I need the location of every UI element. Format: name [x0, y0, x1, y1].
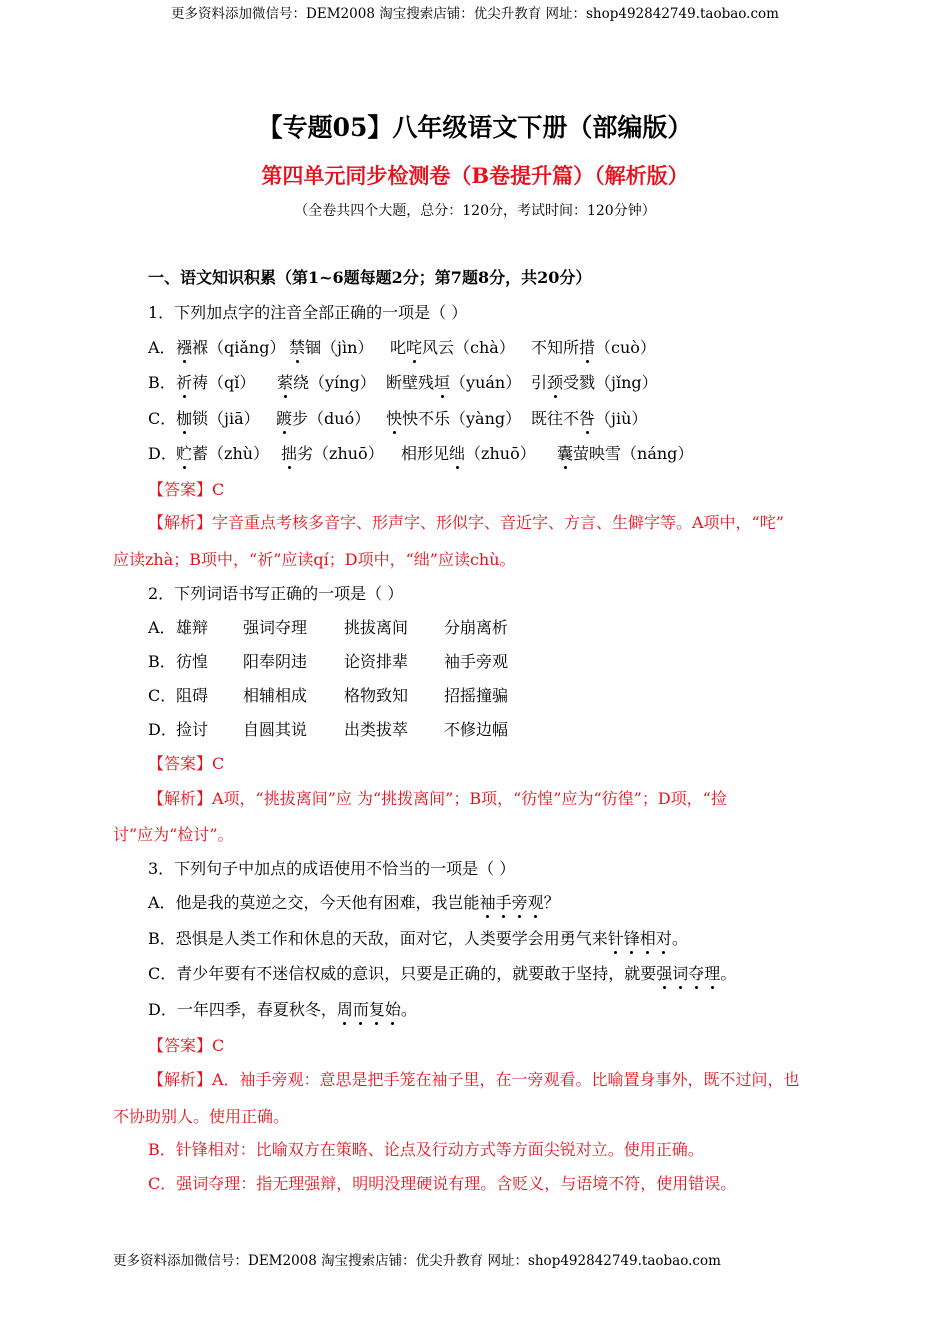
question-1-stem: 1．下列加点字的注音全部正确的一项是（ ） — [148, 303, 468, 322]
q3-analysis-line: B．针锋相对：比喻双方在策略、论点及行动方式等方面尖锐对立。使用正确。 — [148, 1140, 704, 1159]
option-item: 襁褓（qiǎng） — [176, 335, 285, 358]
q3-option-b: B．恐惧是人类工作和休息的天敌，面对它，人类要学会用勇气来针锋相对。 — [148, 926, 688, 949]
question-2-stem: 2．下列词语书写正确的一项是（ ） — [148, 584, 404, 603]
option-item: 禁锢（jìn） — [289, 335, 373, 358]
option-item: 踱步（duó） — [276, 406, 370, 429]
document-title: 【专题05】八年级语文下册（部编版） — [257, 113, 693, 142]
option-item: 贮蓄（zhù） — [176, 441, 269, 464]
option-word: 挑拔离间 — [344, 618, 409, 637]
option-label: C． — [148, 409, 177, 428]
q1-analysis-line: 【解析】字音重点考核多音字、形声字、形似字、音近字、方言、生僻字等。A项中，“咤” — [148, 513, 784, 532]
option-label: D． — [148, 720, 177, 739]
option-word: 不修边幅 — [444, 720, 509, 739]
document-subtitle: 第四单元同步检测卷（B卷提升篇）（解析版） — [261, 163, 689, 188]
exam-note: （全卷共四个大题，总分：120分，考试时间：120分钟） — [294, 203, 656, 219]
option-item: 不知所措（cuò） — [531, 335, 656, 358]
q3-option-a: A．他是我的莫逆之交，今天他有困难，我岂能袖手旁观？ — [148, 890, 560, 913]
q3-option-c: C．青少年要有不迷信权威的意识，只要是正确的，就要敢于坚持，就要强词夺理。 — [148, 961, 736, 984]
option-item: 叱咤风云（chà） — [390, 335, 515, 358]
option-word: 彷惶 — [176, 652, 209, 671]
option-item: 囊萤映雪（náng） — [557, 441, 693, 464]
option-item: 相形见绌（zhuō） — [401, 441, 536, 464]
option-item: 祈祷（qǐ） — [176, 370, 255, 393]
section-heading: 一、语文知识积累（第1~6题每题2分；第7题8分，共20分） — [148, 268, 592, 287]
option-label: B． — [148, 652, 176, 671]
option-word: 出类拔萃 — [344, 720, 409, 739]
q1-answer: 【答案】C — [148, 480, 225, 499]
page-header: 更多资料添加微信号：DEM2008 淘宝搜索店铺：优尖升教育 网址：shop492842749.taobao.com — [171, 6, 779, 22]
q3-analysis-line: 不协助别人。使用正确。 — [113, 1107, 290, 1126]
q3-analysis-line: C．强词夺理：指无理强辩，明明没理硬说有理。含贬义，与语境不符，使用错误。 — [148, 1174, 737, 1193]
page-footer: 更多资料添加微信号：DEM2008 淘宝搜索店铺：优尖升教育 网址：shop492842749.taobao.com — [113, 1253, 721, 1269]
q1-analysis-line: 应读zhà；B项中，“祈”应读qí；D项中，“绌”应读chù。 — [113, 550, 516, 569]
q2-analysis-line: 讨”应为“检讨”。 — [113, 825, 234, 844]
option-word: 强词夺理 — [243, 618, 308, 637]
option-item: 怏怏不乐（yàng） — [386, 406, 521, 429]
option-word: 招摇撞骗 — [444, 686, 509, 705]
option-word: 格物致知 — [344, 686, 409, 705]
option-word: 分崩离析 — [444, 618, 509, 637]
option-word: 雄辩 — [176, 618, 209, 637]
option-item: 断壁残垣（yuán） — [386, 370, 521, 393]
option-item: 枷锁（jiā） — [176, 406, 260, 429]
option-item: 拙劣（zhuō） — [281, 441, 384, 464]
q3-answer: 【答案】C — [148, 1036, 225, 1055]
option-label: B． — [148, 373, 176, 392]
option-label: D． — [148, 444, 177, 463]
option-item: 引颈受戮（jǐng） — [531, 370, 658, 393]
question-3-stem: 3．下列句子中加点的成语使用不恰当的一项是（ ） — [148, 859, 516, 878]
option-word: 袖手旁观 — [444, 652, 509, 671]
option-item: 既往不咎（jiù） — [531, 406, 647, 429]
q3-analysis-line: 【解析】A．袖手旁观：意思是把手笼在袖子里，在一旁观看。比喻置身事外，既不过问，也 — [148, 1070, 800, 1089]
option-label: A． — [148, 618, 176, 637]
option-word: 捡讨 — [176, 720, 209, 739]
option-label: C． — [148, 686, 177, 705]
q2-analysis-line: 【解析】A项，“挑拔离间”应 为“挑拨离间”；B项，“彷惶”应为“彷徨”；D项，“捡 — [148, 789, 727, 808]
option-word: 相辅相成 — [243, 686, 308, 705]
q3-option-d: D．一年四季，春夏秋冬，周而复始。 — [148, 997, 417, 1020]
option-word: 论资排辈 — [344, 652, 409, 671]
option-item: 萦绕（yíng） — [277, 370, 376, 393]
option-word: 阻碍 — [176, 686, 209, 705]
option-label: A． — [148, 338, 176, 357]
option-word: 阳奉阴违 — [243, 652, 308, 671]
q2-answer: 【答案】C — [148, 754, 225, 773]
option-word: 自圆其说 — [243, 720, 308, 739]
